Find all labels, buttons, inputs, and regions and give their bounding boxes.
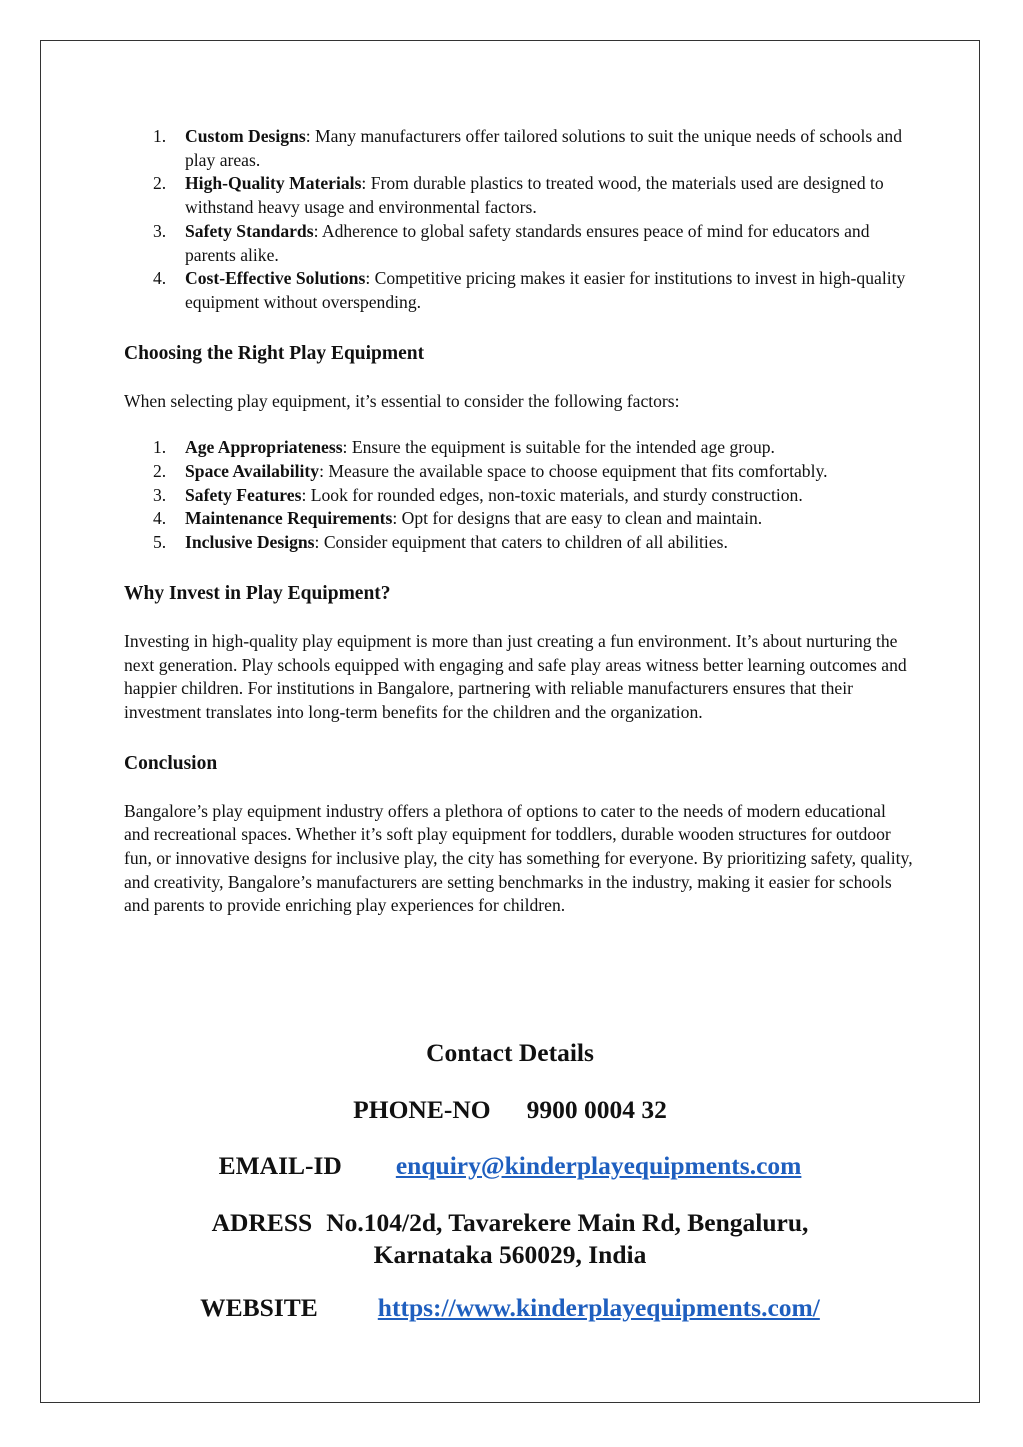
list-text: : Measure the available space to choose equipment that fits comfortably. <box>319 461 828 482</box>
website-label: WEBSITE <box>200 1293 318 1322</box>
list-item <box>124 484 914 508</box>
address-label: ADRESS <box>211 1208 313 1237</box>
list-item <box>124 267 914 314</box>
list-term: Safety Standards <box>185 220 314 241</box>
list-text: : Opt for designs that are easy to clean and maintain. <box>392 508 763 529</box>
address-row <box>40 1207 980 1271</box>
website-link[interactable]: https://www.kinderplayequipments.com/ <box>377 1293 820 1322</box>
list-item <box>124 460 914 484</box>
list-number: 4. <box>153 508 167 529</box>
list-item <box>124 531 914 555</box>
list-term: High-Quality Materials <box>185 173 362 194</box>
website-row <box>40 1292 980 1324</box>
list-text: : From durable plastics to treated wood, the materials used are designed to withstand heavy usage and environmental factors. <box>185 173 884 218</box>
phone-row <box>40 1094 980 1126</box>
list-number: 5. <box>153 532 167 553</box>
email-link[interactable]: enquiry@kinderplayequipments.com <box>395 1151 802 1180</box>
list-item <box>124 436 914 460</box>
address-line1: No.104/2d, Tavarekere Main Rd, Bengaluru, <box>326 1208 809 1237</box>
list-text: : Look for rounded edges, non-toxic materials, and sturdy construction. <box>301 484 803 505</box>
list-text: : Competitive pricing makes it easier for institutions to invest in high-quality equipment without overspending. <box>185 268 906 312</box>
list-number: 3. <box>153 220 167 241</box>
email-label: EMAIL-ID <box>218 1151 342 1180</box>
list-text: : Ensure the equipment is suitable for the intended age group. <box>342 437 775 458</box>
document-content <box>124 125 914 918</box>
list-number: 3. <box>153 484 167 505</box>
list-number: 4. <box>153 268 167 289</box>
list-term: Safety Features <box>185 484 302 505</box>
list-number: 2. <box>153 173 167 194</box>
list-text: : Many manufacturers offer tailored solutions to suit the unique needs of schools and play areas. <box>185 126 902 170</box>
features-list <box>124 125 914 315</box>
phone-value: 9900 0004 32 <box>526 1095 667 1124</box>
choosing-intro: When selecting play equipment, it’s essential to consider the following factors: <box>124 390 680 411</box>
list-term: Space Availability <box>185 461 320 482</box>
list-item <box>124 507 914 531</box>
list-item <box>124 172 914 219</box>
conclusion-paragraph: Bangalore’s play equipment industry offers a plethora of options to cater to the needs of modern educational and recreational spaces. Whether it’s soft play equipment for toddlers, durable wooden structures for outdoor fun, or innovative designs for inclusive play, the city has something for everyone. By prioritizing safety, quality, and creativity, Bangalore’s manufacturers are setting benchmarks in the industry, making it easier for schools and parents to provide enriching play experiences for children. <box>124 800 913 916</box>
address-line2: Karnataka 560029, India <box>373 1240 647 1269</box>
list-term: Age Appropriateness <box>185 437 343 458</box>
list-text: : Adherence to global safety standards ensures peace of mind for educators and parents alike. <box>185 220 870 265</box>
list-number: 1. <box>153 126 167 146</box>
section-heading-choosing: Choosing the Right Play Equipment <box>124 342 425 364</box>
contact-title: Contact Details <box>426 1038 594 1067</box>
list-term: Cost-Effective Solutions <box>185 268 366 289</box>
list-number: 2. <box>153 461 167 482</box>
email-row <box>40 1150 980 1182</box>
list-term: Custom Designs <box>185 126 306 146</box>
list-text: : Consider equipment that caters to children of all abilities. <box>314 532 728 553</box>
list-term: Inclusive Designs <box>185 532 315 553</box>
list-item <box>124 125 914 172</box>
phone-label: PHONE-NO <box>353 1095 491 1124</box>
list-number: 1. <box>153 437 167 458</box>
list-term: Maintenance Requirements <box>185 508 393 529</box>
invest-paragraph: Investing in high-quality play equipment is more than just creating a fun environment. It’s about nurturing the next generation. Play schools equipped with engaging and safe play areas witness better learning outcomes and happier children. For institutions in Bangalore, partnering with reliable manufacturers ensures that their investment translates into long-term benefits for the children and the organization. <box>124 630 907 722</box>
factors-list <box>124 436 914 555</box>
section-heading-conclusion: Conclusion <box>124 752 218 774</box>
list-item <box>124 220 914 267</box>
section-heading-invest: Why Invest in Play Equipment? <box>124 582 391 604</box>
